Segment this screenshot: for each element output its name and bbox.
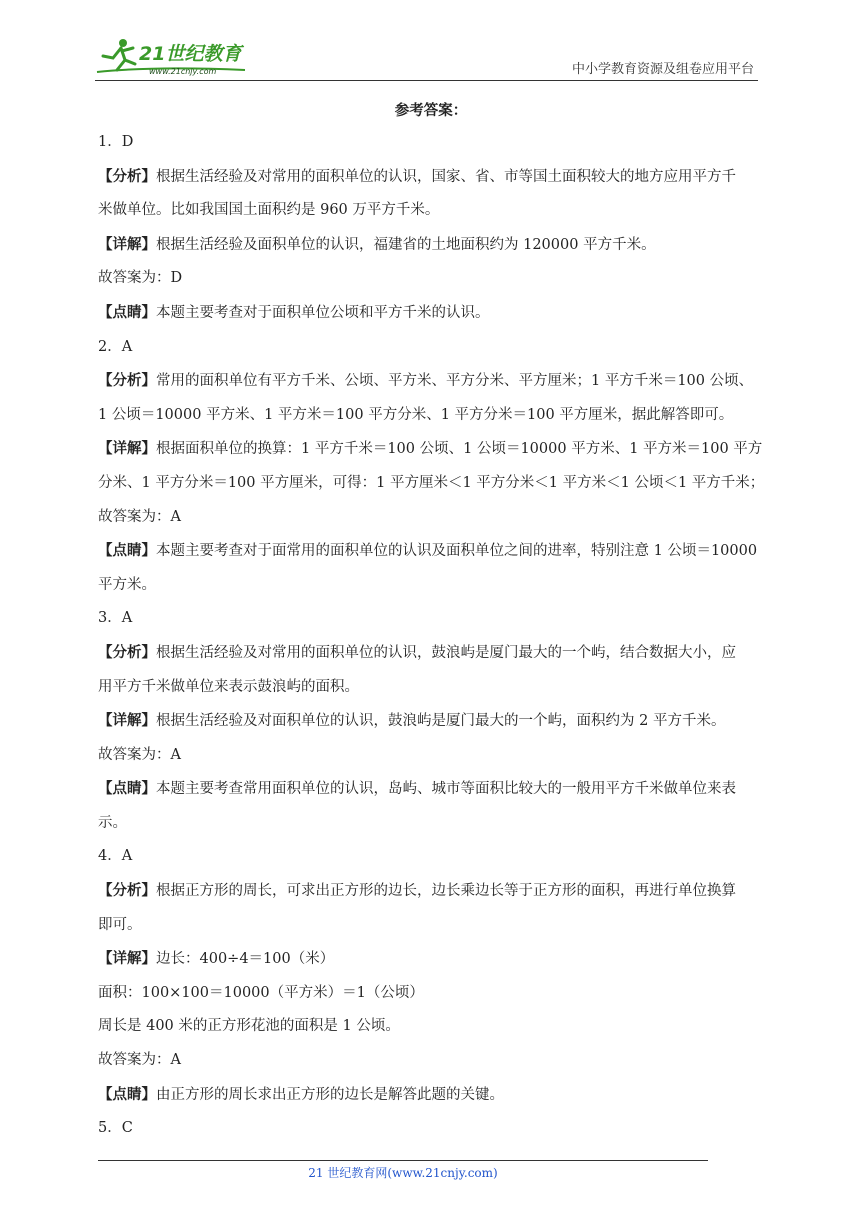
footer-link[interactable]: 21 世纪教育网(www.21cnjy.com) <box>308 1166 498 1180</box>
analysis-text: 用平方千米做单位来表示鼓浪屿的面积。 <box>98 678 359 695</box>
question-3-comment <box>98 772 764 807</box>
comment-text: 本题主要考查对于面常用的面积单位的认识及面积单位之间的进率，特别注意 1 公顷＝10000 <box>156 543 758 560</box>
question-2-number: 2．A <box>98 338 133 355</box>
question-3-number: 3．A <box>98 610 133 627</box>
analysis-text: 根据生活经验及对常用的面积单位的认识，国家、省、市等国土面积较大的地方应用平方千 <box>156 168 736 185</box>
analysis-tag: 【分析】 <box>98 882 156 900</box>
question-3-detail <box>98 704 764 739</box>
question-4-analysis <box>98 874 764 909</box>
analysis-tag: 【分析】 <box>98 643 156 661</box>
page-title: 参考答案： <box>394 102 468 119</box>
question-4-number: 4．A <box>98 848 133 865</box>
question-1-analysis <box>98 160 764 195</box>
question-4-comment <box>98 1078 764 1113</box>
question-2-analysis <box>98 364 764 399</box>
detail-text: 分米、1 平方分米＝100 平方厘米，可得：1 平方厘米＜1 平方分米＜1 平方米＜1 公顷＜1 平方千米； <box>98 474 765 491</box>
runner-logo-icon <box>95 36 265 78</box>
question-2-comment <box>98 534 764 569</box>
logo-url: www.21cnjy.com <box>149 67 217 76</box>
comment-tag: 【点睛】 <box>98 303 156 321</box>
comment-text: 示。 <box>98 814 127 831</box>
analysis-text: 常用的面积单位有平方千米、公顷、平方米、平方分米、平方厘米；1 平方千米＝100 公顷、 <box>156 373 754 390</box>
detail-text: 面积：100×100＝10000（平方米）＝1（公顷） <box>98 984 424 1001</box>
comment-text: 由正方形的周长求出正方形的边长是解答此题的关键。 <box>156 1086 504 1103</box>
question-1-answer: 故答案为：D <box>98 270 183 287</box>
logo-text: 21世纪教育 <box>139 43 242 65</box>
analysis-tag: 【分析】 <box>98 372 156 390</box>
analysis-text: 根据生活经验及对常用的面积单位的认识，鼓浪屿是厦门最大的一个屿，结合数据大小，应 <box>156 644 736 661</box>
comment-text: 本题主要考查对于面积单位公顷和平方千米的认识。 <box>156 304 490 321</box>
analysis-tag: 【分析】 <box>98 167 156 185</box>
answer-content <box>98 96 764 1146</box>
question-3-answer: 故答案为：A <box>98 746 181 763</box>
platform-name: 中小学教育资源及组卷应用平台 <box>571 62 754 77</box>
detail-tag: 【详解】 <box>98 235 156 253</box>
question-4-detail <box>98 942 764 977</box>
detail-text: 根据生活经验及面积单位的认识，福建省的土地面积约为 120000 平方千米。 <box>156 236 656 253</box>
detail-text: 周长是 400 米的正方形花池的面积是 1 公顷。 <box>98 1018 400 1035</box>
comment-tag: 【点睛】 <box>98 780 156 798</box>
detail-tag: 【详解】 <box>98 712 156 730</box>
detail-tag: 【详解】 <box>98 440 156 458</box>
analysis-text: 根据正方形的周长，可求出正方形的边长，边长乘边长等于正方形的面积，再进行单位换算 <box>156 883 736 900</box>
question-4-answer: 故答案为：A <box>98 1052 181 1069</box>
detail-text: 根据面积单位的换算：1 平方千米＝100 公顷、1 公顷＝10000 平方米、1 平方米＝100 平方 <box>156 441 763 458</box>
question-5-number: 5．C <box>98 1120 133 1137</box>
comment-tag: 【点睛】 <box>98 1085 156 1103</box>
detail-tag: 【详解】 <box>98 950 156 968</box>
detail-text: 边长：400÷4＝100（米） <box>156 951 335 968</box>
question-2-detail <box>98 432 764 467</box>
page-header <box>95 36 758 81</box>
question-2-answer: 故答案为：A <box>98 508 181 525</box>
question-1-detail <box>98 228 764 263</box>
comment-text: 本题主要考查常用面积单位的认识，岛屿、城市等面积比较大的一般用平方千米做单位来表 <box>156 781 736 798</box>
analysis-text: 米做单位。比如我国国土面积约是 960 万平方千米。 <box>98 202 440 219</box>
question-1-comment <box>98 296 764 331</box>
question-3-analysis <box>98 636 764 671</box>
question-1-number: 1．D <box>98 134 134 150</box>
logo[interactable] <box>95 36 265 78</box>
footer-divider <box>98 1160 708 1161</box>
comment-tag: 【点睛】 <box>98 542 156 560</box>
comment-text: 平方米。 <box>98 576 156 593</box>
analysis-text: 1 公顷＝10000 平方米、1 平方米＝100 平方分米、1 平方分米＝100 平方厘米，据此解答即可。 <box>98 406 734 423</box>
detail-text: 根据生活经验及对面积单位的认识，鼓浪屿是厦门最大的一个屿，面积约为 2 平方千米。 <box>156 713 726 730</box>
analysis-text: 即可。 <box>98 916 142 933</box>
